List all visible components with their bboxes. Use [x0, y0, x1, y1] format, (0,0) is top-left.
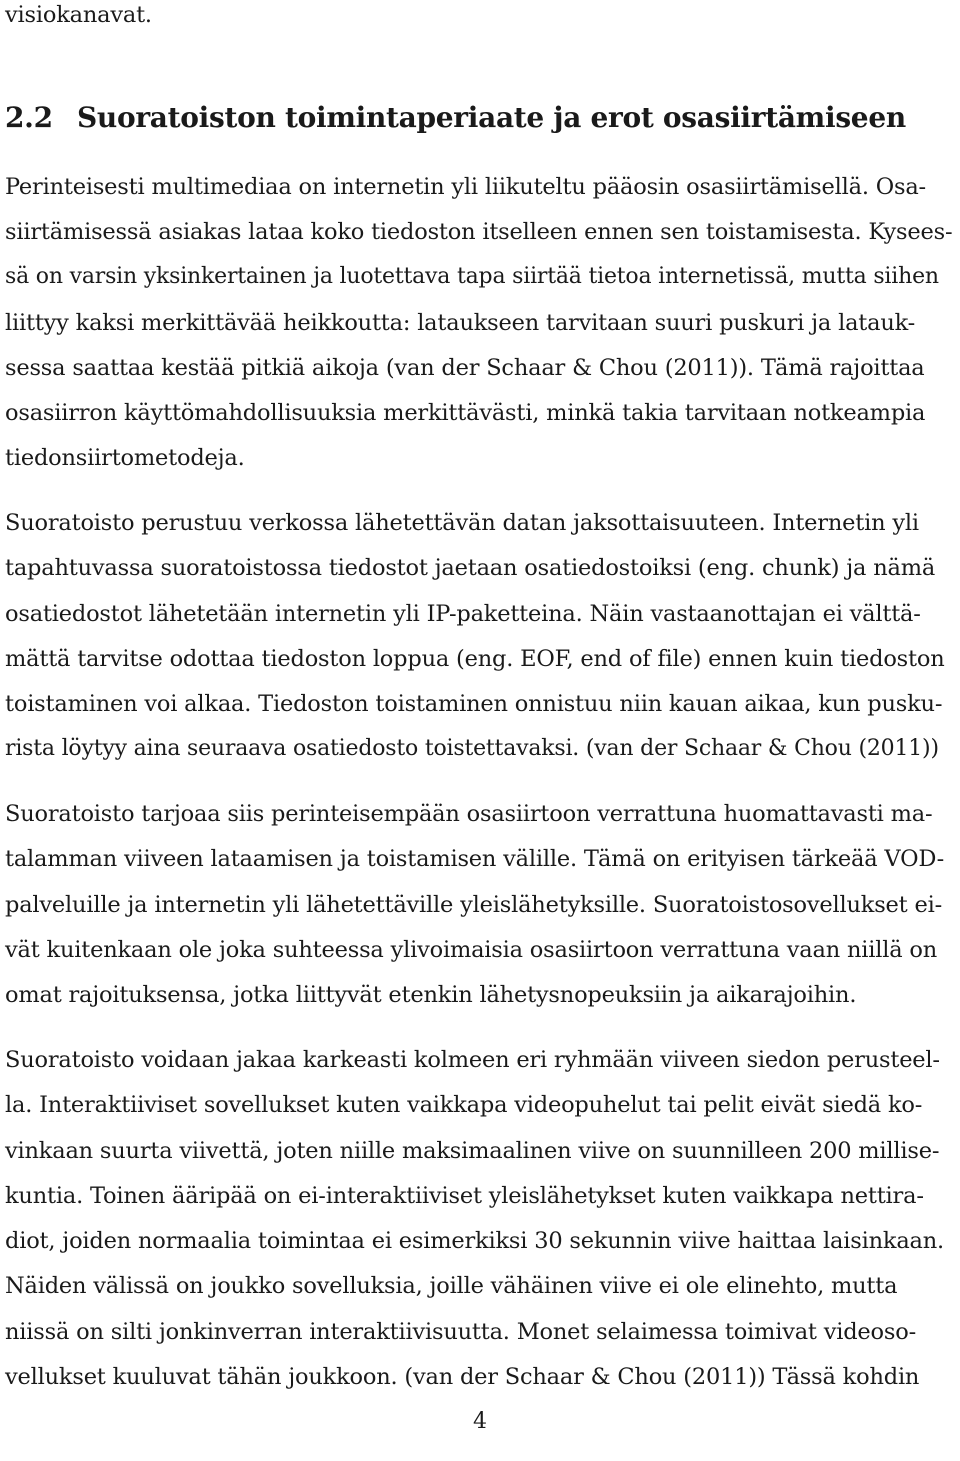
section-number: 2.2 — [5, 101, 53, 134]
paragraph-line: la. Interaktiiviset sovellukset kuten vaikkapa videopuhelut tai pelit eivät siedä ko- — [5, 1092, 923, 1118]
paragraph-line: siirtämisessä asiakas lataa koko tiedoston itselleen ennen sen toistamisesta. Kysees- — [5, 219, 953, 245]
paragraph-line: talamman viiveen lataamisen ja toistamisen välille. Tämä on erityisen tärkeää VOD- — [5, 846, 944, 872]
continued-text-fragment: visiokanavat. — [5, 2, 152, 28]
paragraph-line: mättä tarvitse odottaa tiedoston loppua (eng. EOF, end of file) ennen kuin tiedoston — [5, 646, 945, 672]
paragraph-line: toistaminen voi alkaa. Tiedoston toistaminen onnistuu niin kauan aikaa, kun pusku- — [5, 691, 943, 717]
section-heading — [5, 100, 955, 136]
paragraph-line: kuntia. Toinen ääripää on ei-interaktiiviset yleislähetykset kuten vaikkapa nettira- — [5, 1183, 924, 1209]
paragraph-line: osasiirron käyttömahdollisuuksia merkittävästi, minkä takia tarvitaan notkeampia — [5, 400, 926, 426]
paragraph-line: rista löytyy aina seuraava osatiedosto toistettavaksi. (van der Schaar & Chou (2011)) — [5, 736, 939, 761]
paragraph-line: Suoratoisto perustuu verkossa lähetettävän datan jaksottaisuuteen. Internetin yli — [5, 510, 919, 536]
paragraph-line: Perinteisesti multimediaa on internetin yli liikuteltu pääosin osasiirtämisellä. Osa- — [5, 174, 926, 200]
paragraph-line: tapahtuvassa suoratoistossa tiedostot jaetaan osatiedostoiksi (eng. chunk) ja nämä — [5, 555, 936, 581]
paragraph-line: Näiden välissä on joukko sovelluksia, joille vähäinen viive ei ole elinehto, mutta — [5, 1273, 898, 1299]
paragraph-line: omat rajoituksensa, jotka liittyvät etenkin lähetysnopeuksiin ja aikarajoihin. — [5, 982, 857, 1008]
page-number: 4 — [473, 1409, 487, 1434]
paragraph-line: diot, joiden normaalia toimintaa ei esimerkiksi 30 sekunnin viive haittaa laisinkaan. — [5, 1228, 944, 1254]
paragraph-line: osatiedostot lähetetään internetin yli IP-paketteina. Näin vastaanottajan ei välttä- — [5, 601, 921, 627]
paragraph-line: vellukset kuuluvat tähän joukkoon. (van der Schaar & Chou (2011)) Tässä kohdin — [5, 1364, 920, 1390]
paragraph-line: vät kuitenkaan ole joka suhteessa ylivoimaisia osasiirtoon verrattuna vaan niillä on — [5, 937, 938, 963]
paragraph-line: Suoratoisto tarjoaa siis perinteisempään osasiirtoon verrattuna huomattavasti ma- — [5, 801, 933, 827]
paragraph-line: sä on varsin yksinkertainen ja luotettava tapa siirtää tietoa internetissä, mutta siihen — [5, 264, 939, 289]
section-title: Suoratoiston toimintaperiaate ja erot osasiirtämiseen — [77, 101, 906, 134]
paragraph-line: niissä on silti jonkinverran interaktiivisuutta. Monet selaimessa toimivat videoso- — [5, 1319, 916, 1345]
paragraph-line: tiedonsiirtometodeja. — [5, 445, 245, 471]
paragraph-line: palveluille ja internetin yli lähetettäville yleislähetyksille. Suoratoistosovellukset ei- — [5, 892, 942, 918]
paragraph-line: vinkaan suurta viivettä, joten niille maksimaalinen viive on suunnilleen 200 millise- — [5, 1138, 940, 1164]
paragraph-line: liittyy kaksi merkittävää heikkoutta: lataukseen tarvitaan suuri puskuri ja latauk- — [5, 310, 916, 336]
paragraph-line: sessa saattaa kestää pitkiä aikoja (van der Schaar & Chou (2011)). Tämä rajoittaa — [5, 355, 925, 381]
paragraph-line: Suoratoisto voidaan jakaa karkeasti kolmeen eri ryhmään viiveen siedon perusteel- — [5, 1047, 940, 1073]
